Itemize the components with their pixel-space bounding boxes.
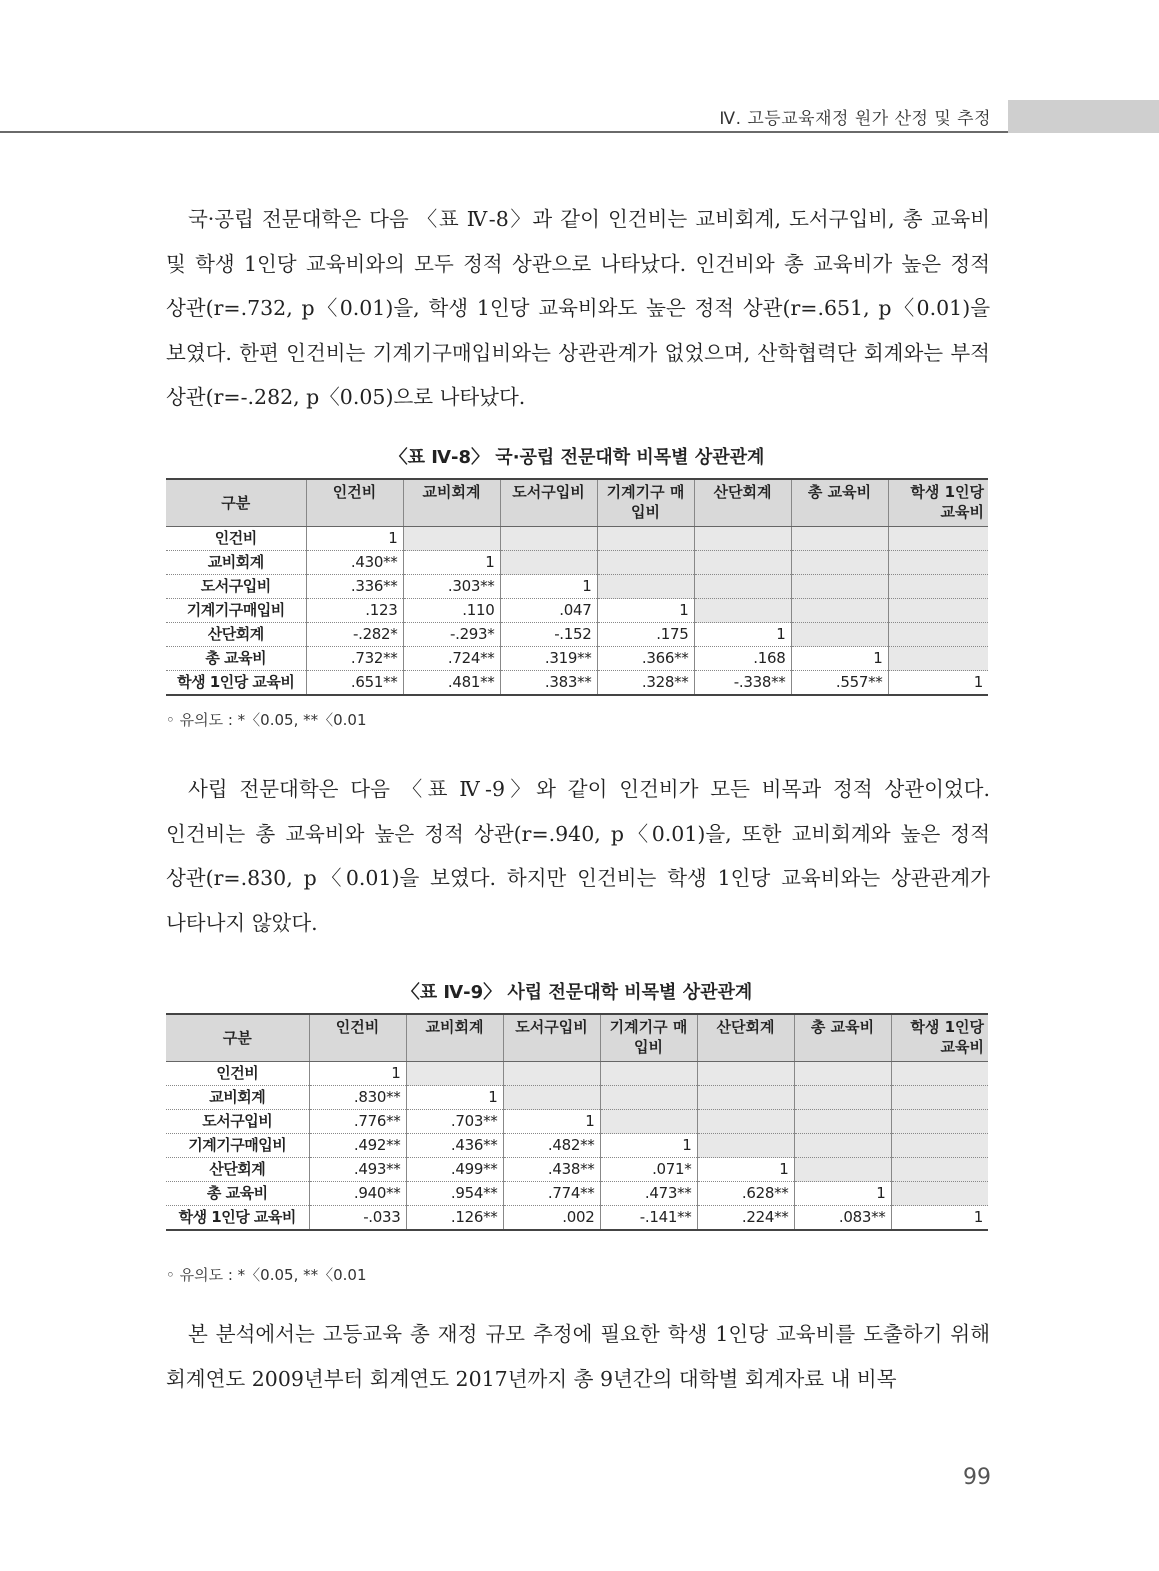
empty-cell bbox=[600, 1062, 697, 1086]
header-category: 구분 bbox=[166, 1014, 309, 1062]
empty-cell bbox=[697, 1110, 794, 1134]
table-1-body bbox=[166, 527, 988, 696]
empty-cell bbox=[888, 575, 988, 599]
correlation-cell: 1 bbox=[500, 575, 597, 599]
empty-cell bbox=[794, 1134, 891, 1158]
table-row bbox=[166, 551, 988, 575]
empty-cell bbox=[888, 551, 988, 575]
correlation-cell: .436** bbox=[406, 1134, 503, 1158]
empty-cell bbox=[697, 1086, 794, 1110]
table-row bbox=[166, 1062, 988, 1086]
correlation-cell: .776** bbox=[309, 1110, 406, 1134]
correlation-cell: .366** bbox=[597, 647, 694, 671]
empty-cell bbox=[697, 1062, 794, 1086]
paragraph-2 bbox=[166, 767, 990, 945]
row-label: 교비회계 bbox=[166, 551, 306, 575]
empty-cell bbox=[697, 1134, 794, 1158]
empty-cell bbox=[888, 647, 988, 671]
row-label: 기계기구매입비 bbox=[166, 1134, 309, 1158]
row-label: 총 교육비 bbox=[166, 1182, 309, 1206]
correlation-cell: .703** bbox=[406, 1110, 503, 1134]
row-label: 학생 1인당 교육비 bbox=[166, 1206, 309, 1231]
correlation-cell: .651** bbox=[306, 671, 403, 696]
header-per-student-cost: 학생 1인당 교육비 bbox=[888, 479, 988, 527]
header-industry-account: 산단회계 bbox=[697, 1014, 794, 1062]
empty-cell bbox=[597, 551, 694, 575]
correlation-cell: .557** bbox=[791, 671, 888, 696]
correlation-cell: 1 bbox=[891, 1206, 988, 1231]
correlation-cell: -.141** bbox=[600, 1206, 697, 1231]
empty-cell bbox=[694, 551, 791, 575]
table-row bbox=[166, 1110, 988, 1134]
header-equipment: 기계기구 매입비 bbox=[600, 1014, 697, 1062]
empty-cell bbox=[600, 1086, 697, 1110]
empty-cell bbox=[794, 1110, 891, 1134]
correlation-cell: .482** bbox=[503, 1134, 600, 1158]
table-1-title: 〈표 Ⅳ-8〉 국·공립 전문대학 비목별 상관관계 bbox=[389, 447, 765, 468]
empty-cell bbox=[500, 527, 597, 551]
correlation-cell: 1 bbox=[600, 1134, 697, 1158]
correlation-cell: .126** bbox=[406, 1206, 503, 1231]
correlation-cell: .319** bbox=[500, 647, 597, 671]
correlation-cell: 1 bbox=[697, 1158, 794, 1182]
table-row bbox=[166, 1134, 988, 1158]
row-label: 산단회계 bbox=[166, 623, 306, 647]
paragraph-1-text: 국·공립 전문대학은 다음 〈표 Ⅳ-8〉과 같이 인건비는 교비회계, 도서구입비, 총 교육비 및 학생 1인당 교육비와의 모두 정적 상관으로 나타났다. 인건비와 총 교육비가 높은 정적 상관(r=.732, p〈0.01)을, 학생 1인당 교육비와도 높은 정적 상관(r=.651, p〈0.01)을 보였다. 한편 인건비는 기계기구매입비와는 상관관계가 없었으며, 산학협력단 회계와는 부적 상관(r=-.282, p〈0.05)으로 나타났다. bbox=[166, 207, 990, 409]
correlation-cell: .328** bbox=[597, 671, 694, 696]
correlation-cell: .168 bbox=[694, 647, 791, 671]
correlation-cell: .774** bbox=[503, 1182, 600, 1206]
table-row bbox=[166, 575, 988, 599]
table-row bbox=[166, 599, 988, 623]
table-header-row bbox=[166, 479, 988, 527]
empty-cell bbox=[794, 1062, 891, 1086]
correlation-cell: .473** bbox=[600, 1182, 697, 1206]
empty-cell bbox=[597, 527, 694, 551]
header-book-purchase: 도서구입비 bbox=[500, 479, 597, 527]
row-label: 도서구입비 bbox=[166, 1110, 309, 1134]
empty-cell bbox=[791, 575, 888, 599]
empty-cell bbox=[500, 551, 597, 575]
paragraph-3-text: 본 분석에서는 고등교육 총 재정 규모 추정에 필요한 학생 1인당 교육비를 도출하기 위해 회계연도 2009년부터 회계연도 2017년까지 총 9년간의 대학별 회계자료 내 비목 bbox=[166, 1322, 990, 1391]
row-label: 산단회계 bbox=[166, 1158, 309, 1182]
row-label: 인건비 bbox=[166, 1062, 309, 1086]
correlation-cell: .336** bbox=[306, 575, 403, 599]
paragraph-2-text: 사립 전문대학은 다음 〈표 Ⅳ-9〉와 같이 인건비가 모든 비목과 정적 상관이었다. 인건비는 총 교육비와 높은 정적 상관(r=.940, p〈0.01)을, 또한 교비회계와 높은 정적 상관(r=.830, p〈0.01)을 보였다. 하지만 인건비는 학생 1인당 교육비와는 상관관계가 나타나지 않았다. bbox=[166, 777, 990, 935]
header-category: 구분 bbox=[166, 479, 306, 527]
row-label: 도서구입비 bbox=[166, 575, 306, 599]
empty-cell bbox=[694, 599, 791, 623]
empty-cell bbox=[891, 1062, 988, 1086]
correlation-cell: 1 bbox=[791, 647, 888, 671]
correlation-cell: .940** bbox=[309, 1182, 406, 1206]
correlation-cell: .830** bbox=[309, 1086, 406, 1110]
correlation-table-1 bbox=[166, 478, 988, 696]
header-tab-block bbox=[1008, 100, 1159, 133]
correlation-cell: .492** bbox=[309, 1134, 406, 1158]
correlation-cell: .175 bbox=[597, 623, 694, 647]
table-2-body bbox=[166, 1062, 988, 1231]
correlation-cell: .438** bbox=[503, 1158, 600, 1182]
table-row bbox=[166, 647, 988, 671]
table-1-note: ◦ 유의도 : *〈0.05, **〈0.01 bbox=[166, 711, 367, 729]
table-row bbox=[166, 1158, 988, 1182]
empty-cell bbox=[597, 575, 694, 599]
correlation-cell: -.282* bbox=[306, 623, 403, 647]
header-equipment: 기계기구 매입비 bbox=[597, 479, 694, 527]
empty-cell bbox=[794, 1086, 891, 1110]
correlation-cell: 1 bbox=[309, 1062, 406, 1086]
table-row bbox=[166, 527, 988, 551]
empty-cell bbox=[694, 527, 791, 551]
correlation-cell: .499** bbox=[406, 1158, 503, 1182]
page-number: 99 bbox=[963, 1465, 991, 1490]
empty-cell bbox=[891, 1086, 988, 1110]
table-2-title: 〈표 Ⅳ-9〉 사립 전문대학 비목별 상관관계 bbox=[401, 982, 753, 1003]
correlation-cell: -.338** bbox=[694, 671, 791, 696]
correlation-table-2 bbox=[166, 1013, 988, 1231]
correlation-cell: .224** bbox=[697, 1206, 794, 1231]
row-label: 총 교육비 bbox=[166, 647, 306, 671]
correlation-cell: 1 bbox=[503, 1110, 600, 1134]
row-label: 학생 1인당 교육비 bbox=[166, 671, 306, 696]
empty-cell bbox=[888, 527, 988, 551]
header-personnel: 인건비 bbox=[306, 479, 403, 527]
running-header: Ⅳ. 고등교육재정 원가 산정 및 추정 bbox=[719, 109, 991, 129]
correlation-cell: 1 bbox=[888, 671, 988, 696]
correlation-cell: 1 bbox=[306, 527, 403, 551]
table-row bbox=[166, 1086, 988, 1110]
correlation-cell: .071* bbox=[600, 1158, 697, 1182]
table-row bbox=[166, 623, 988, 647]
header-total-education-cost: 총 교육비 bbox=[794, 1014, 891, 1062]
header-personnel: 인건비 bbox=[309, 1014, 406, 1062]
empty-cell bbox=[403, 527, 500, 551]
header-per-student-cost: 학생 1인당 교육비 bbox=[891, 1014, 988, 1062]
table-row bbox=[166, 1206, 988, 1231]
correlation-cell: .047 bbox=[500, 599, 597, 623]
header-total-education-cost: 총 교육비 bbox=[791, 479, 888, 527]
row-label: 기계기구매입비 bbox=[166, 599, 306, 623]
table-header-row bbox=[166, 1014, 988, 1062]
empty-cell bbox=[600, 1110, 697, 1134]
table-2-note: ◦ 유의도 : *〈0.05, **〈0.01 bbox=[166, 1266, 367, 1284]
empty-cell bbox=[891, 1110, 988, 1134]
paragraph-1 bbox=[166, 197, 990, 420]
header-book-purchase: 도서구입비 bbox=[503, 1014, 600, 1062]
correlation-cell: 1 bbox=[406, 1086, 503, 1110]
header-rule bbox=[0, 131, 1008, 133]
empty-cell bbox=[406, 1062, 503, 1086]
table-row bbox=[166, 1182, 988, 1206]
empty-cell bbox=[891, 1158, 988, 1182]
row-label: 인건비 bbox=[166, 527, 306, 551]
correlation-cell: .002 bbox=[503, 1206, 600, 1231]
correlation-cell: .430** bbox=[306, 551, 403, 575]
correlation-cell: -.033 bbox=[309, 1206, 406, 1231]
correlation-cell: .954** bbox=[406, 1182, 503, 1206]
correlation-cell: 1 bbox=[597, 599, 694, 623]
empty-cell bbox=[888, 599, 988, 623]
empty-cell bbox=[791, 551, 888, 575]
correlation-cell: 1 bbox=[694, 623, 791, 647]
correlation-cell: .481** bbox=[403, 671, 500, 696]
correlation-cell: -.293* bbox=[403, 623, 500, 647]
table-row bbox=[166, 671, 988, 696]
empty-cell bbox=[503, 1086, 600, 1110]
correlation-cell: .083** bbox=[794, 1206, 891, 1231]
header-industry-account: 산단회계 bbox=[694, 479, 791, 527]
empty-cell bbox=[791, 599, 888, 623]
paragraph-3 bbox=[166, 1312, 990, 1401]
header-school-account: 교비회계 bbox=[403, 479, 500, 527]
empty-cell bbox=[891, 1182, 988, 1206]
empty-cell bbox=[791, 527, 888, 551]
header-school-account: 교비회계 bbox=[406, 1014, 503, 1062]
correlation-cell: .110 bbox=[403, 599, 500, 623]
correlation-cell: .303** bbox=[403, 575, 500, 599]
correlation-cell: .123 bbox=[306, 599, 403, 623]
correlation-cell: .383** bbox=[500, 671, 597, 696]
correlation-cell: -.152 bbox=[500, 623, 597, 647]
empty-cell bbox=[503, 1062, 600, 1086]
empty-cell bbox=[694, 575, 791, 599]
correlation-cell: 1 bbox=[794, 1182, 891, 1206]
row-label: 교비회계 bbox=[166, 1086, 309, 1110]
correlation-cell: .493** bbox=[309, 1158, 406, 1182]
empty-cell bbox=[888, 623, 988, 647]
empty-cell bbox=[791, 623, 888, 647]
correlation-cell: .724** bbox=[403, 647, 500, 671]
correlation-cell: .628** bbox=[697, 1182, 794, 1206]
correlation-cell: 1 bbox=[403, 551, 500, 575]
correlation-cell: .732** bbox=[306, 647, 403, 671]
empty-cell bbox=[891, 1134, 988, 1158]
empty-cell bbox=[794, 1158, 891, 1182]
